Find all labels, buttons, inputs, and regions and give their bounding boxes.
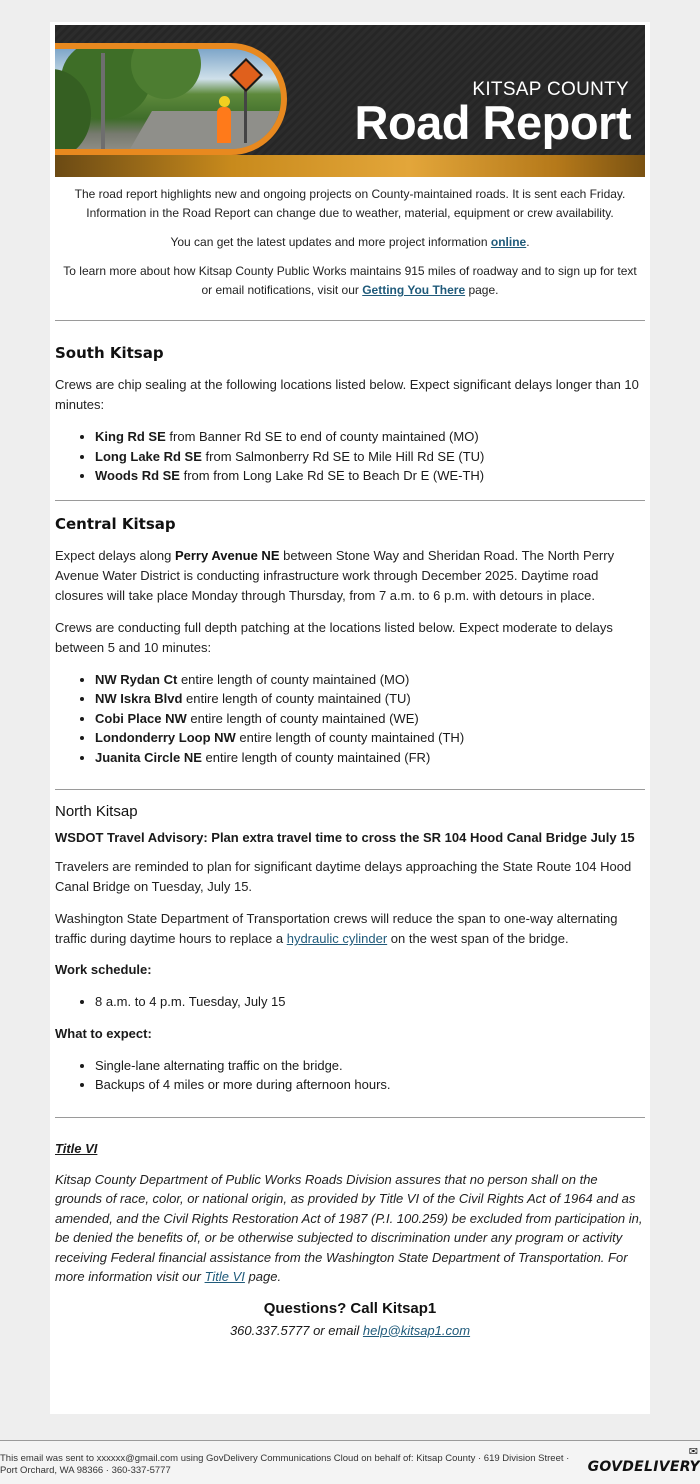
central-kitsap-section: [55, 501, 645, 768]
section-title-central: Central Kitsap: [55, 514, 176, 533]
flagger-worker: [217, 107, 231, 143]
email-card: [50, 22, 650, 1414]
list-item: • Londonderry Loop NW entire length of county maintained (TH): [95, 728, 645, 748]
list-item: • Backups of 4 miles or more during afternoon hours.: [95, 1075, 645, 1095]
north-paragraph-1: Travelers are reminded to plan for significant daytime delays approaching the State Route 104 Hood Canal Bridge on Tuesday, July 15.: [55, 859, 632, 894]
intro-p3-text: To learn more about how Kitsap County Public Works maintains 915 miles of roadway and to sign up for text or email notifications, visit our: [63, 264, 637, 297]
help-email-link[interactable]: help@kitsap1.com: [362, 1322, 471, 1338]
intro-section: [55, 185, 645, 300]
wsdot-advisory-heading: WSDOT Travel Advisory: Plan extra travel time to cross the SR 104 Hood Canal Bridge July 15: [55, 830, 635, 845]
online-link[interactable]: online: [490, 235, 527, 249]
list-item: • NW Iskra Blvd entire length of county maintained (TU): [95, 689, 645, 709]
govdelivery-footer: [0, 1440, 700, 1484]
north-kitsap-section: [55, 790, 645, 1095]
section-title-north: North Kitsap: [55, 803, 138, 820]
list-item: • Woods Rd SE from from Long Lake Rd SE to Beach Dr E (WE-TH): [95, 466, 645, 486]
central-paragraph-1: Expect delays along Perry Avenue NE between Stone Way and Sheridan Road. The North Perry Avenue Water District is conducting infrastructure work through December 2025. Daytime road closures will take place Monday through Thursday, from 7 a.m. to 6 p.m. with detours in place.: [55, 547, 615, 603]
title-vi-link[interactable]: Title VI: [204, 1269, 245, 1284]
south-description: Crews are chip sealing at the following locations listed below. Expect significant delays longer than 10 minutes:: [55, 377, 639, 412]
questions-heading: Questions? Call Kitsap1: [263, 1299, 437, 1317]
central-paragraph-2: Crews are conducting full depth patching at the locations listed below. Expect moderate to delays between 5 and 10 minutes:: [55, 619, 613, 655]
hydraulic-cylinder-link[interactable]: hydraulic cylinder: [286, 931, 388, 946]
what-to-expect-list: [95, 1056, 645, 1095]
work-schedule-label: Work schedule:: [55, 962, 152, 977]
work-schedule-list: [95, 992, 645, 1012]
list-item: • 8 a.m. to 4 p.m. Tuesday, July 15: [95, 992, 645, 1012]
banner-gold-strip: [55, 155, 645, 177]
intro-p2-end: .: [526, 235, 530, 249]
intro-paragraph-1: The road report highlights new and ongoing projects on County-maintained roads. It is sent each Friday. Information in the Road Report can change due to weather, material, equipment or crew availability.: [74, 187, 626, 220]
intro-paragraph-3: [57, 262, 643, 300]
intro-paragraph-2: [57, 233, 643, 252]
south-road-list: [95, 427, 645, 486]
title-vi-text: Kitsap County Department of Public Works Roads Division assures that no person shall on the grounds of race, color, or national origin, as provided by Title VI of the Civil Rights Act of 1964 and as amended, and the Civil Rights Restoration Act of 1987 (P.I. 100.259) be excluded from participation in, be denied the benefits of, or be otherwise subjected to discrimination under any program or activity receiving Federal financial assistance from the Washington State Department of Transportation. For more information visit our Title VI page.: [55, 1171, 643, 1284]
getting-you-there-link[interactable]: Getting You There: [362, 283, 466, 297]
list-item: • NW Rydan Ct entire length of county maintained (MO): [95, 670, 645, 690]
envelope-icon: ✉: [688, 1446, 698, 1458]
slow-sign-icon: [229, 58, 263, 92]
list-item: • Cobi Place NW entire length of county maintained (WE): [95, 709, 645, 729]
footer-text: This email was sent to xxxxxx@gmail.com using GovDelivery Communications Cloud on behalf of: Kitsap County · 619 Division Street · Port Orchard, WA 98366 · 360-337-5777: [0, 1453, 570, 1476]
intro-p3-end: page.: [465, 283, 499, 297]
north-paragraph-2: Washington State Department of Transportation crews will reduce the span to one-way alternating traffic during daytime hours to replace a hydraulic cylinder on the west span of the bridge.: [55, 911, 618, 946]
what-to-expect-label: What to expect:: [55, 1025, 152, 1041]
section-title-south: South Kitsap: [55, 344, 164, 362]
title-vi-section: [55, 1118, 645, 1287]
email-content: [55, 25, 645, 1338]
banner-photo: [55, 43, 287, 155]
south-kitsap-section: [55, 321, 645, 486]
road-report-banner: [55, 25, 645, 177]
contact-section: [55, 1300, 645, 1338]
list-item: • Long Lake Rd SE from Salmonberry Rd SE to Mile Hill Rd SE (TU): [95, 447, 645, 467]
intro-p2-text: You can get the latest updates and more project information: [170, 235, 491, 249]
contact-info: 360.337.5777 or email help@kitsap1.com: [229, 1322, 471, 1338]
list-item: • King Rd SE from Banner Rd SE to end of county maintained (MO): [95, 427, 645, 447]
title-vi-heading: Title VI: [55, 1140, 98, 1156]
banner-county-name: KITSAP COUNTY: [472, 79, 629, 100]
central-road-list: [95, 670, 645, 768]
govdelivery-logo: GOVDELIVERY: [587, 1459, 700, 1475]
list-item: • Juanita Circle NE entire length of county maintained (FR): [95, 748, 645, 768]
banner-title: Road Report: [354, 96, 631, 149]
list-item: • Single-lane alternating traffic on the bridge.: [95, 1056, 645, 1076]
